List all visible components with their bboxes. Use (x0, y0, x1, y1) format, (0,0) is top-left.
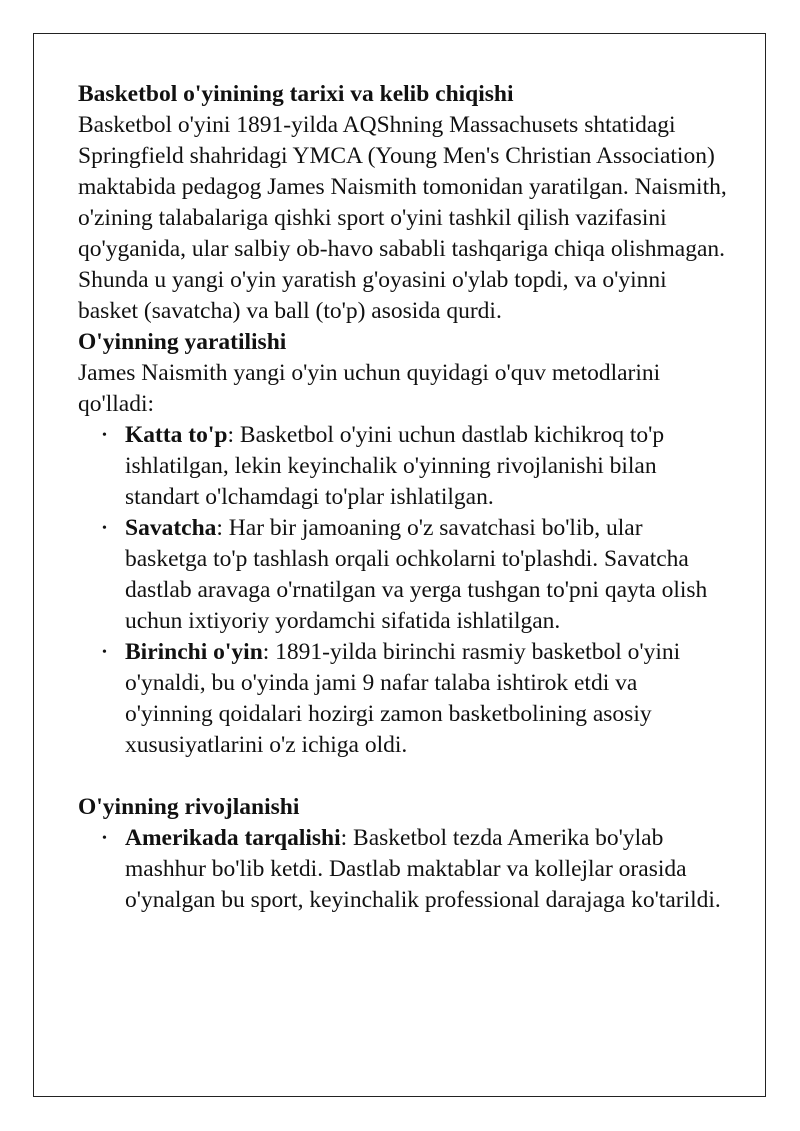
document-title: Basketbol o'yinining tarixi va kelib chiqishi (78, 81, 514, 107)
list-item-text: : Har bir jamoaning o'z savatchasi bo'lib, ular basketga to'p tashlash orqali ochkolarni to'plashdi. Savatcha dastlab aravaga o'rnatilgan va yerga tushgan to'pni qayta olish uchun ixtiyoriy yordamchi sifatida ishlatilgan. (125, 515, 708, 634)
creation-list (78, 420, 730, 761)
list-item (102, 420, 730, 513)
list-item (102, 823, 730, 916)
list-item-text: : 1891-yilda birinchi rasmiy basketbol o'yini o'ynaldi, bu o'yinda jami 9 nafar talaba ishtirok etdi va o'yinning qoidalari hozirgi zamon basketbolining asosiy xususiyatlarini o'z ichiga oldi. (125, 639, 681, 758)
intro-paragraph: Basketbol o'yini 1891-yilda AQShning Massachusets shtatidagi Springfield shahridagi YMCA (Young Men's Christian Association) maktabida pedagog James Naismith tomonidan yaratilgan. Naismith, o'zining talabalariga qishki sport o'yini tashkil qilish vazifasini qo'yganida, ular salbiy ob-havo sababli tashqariga chiqa olishmagan. Shunda u yangi o'yin yaratish g'oyasini o'ylab topdi, va o'yinni basket (savatcha) va ball (to'p) asosida qurdi. (78, 112, 727, 324)
section-heading-creation: O'yinning yaratilishi (78, 329, 287, 355)
section-lead-creation: James Naismith yangi o'yin uchun quyidagi o'quv metodlarini qo'lladi: (78, 360, 661, 417)
bullet-icon: • (102, 645, 107, 660)
document-body (78, 79, 730, 916)
list-item-text: : Basketbol tezda Amerika bo'ylab mashhur bo'lib ketdi. Dastlab maktablar va kollejlar orasida o'ynalgan bu sport, keyinchalik professional darajaga ko'tarildi. (125, 825, 721, 913)
list-item-term: Birinchi o'yin (125, 639, 263, 665)
development-list (78, 823, 730, 916)
list-item (102, 637, 730, 761)
bullet-icon: • (102, 831, 107, 846)
section-heading-development: O'yinning rivojlanishi (78, 794, 300, 820)
list-item-term: Amerikada tarqalishi (125, 825, 341, 851)
list-item (102, 513, 730, 637)
list-item-text: : Basketbol o'yini uchun dastlab kichikroq to'p ishlatilgan, lekin keyinchalik o'yinning rivojlanishi bilan standart o'lchamdagi to'plar ishlatilgan. (125, 422, 665, 510)
section-spacer (78, 761, 730, 792)
bullet-icon: • (102, 428, 107, 443)
page-frame (33, 33, 766, 1097)
list-item-term: Savatcha (125, 515, 217, 541)
bullet-icon: • (102, 521, 107, 536)
list-item-term: Katta to'p (125, 422, 228, 448)
